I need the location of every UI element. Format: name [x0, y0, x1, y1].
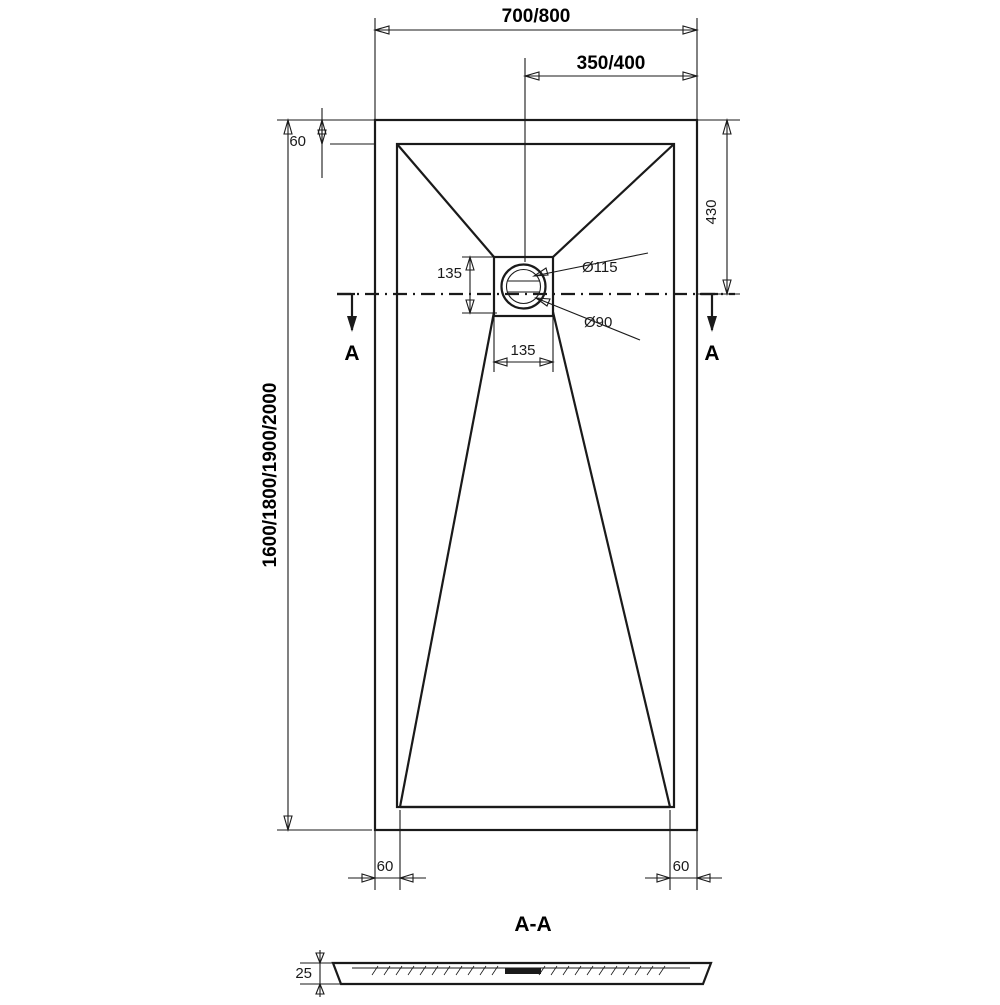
section-title-label: A-A [514, 913, 552, 936]
dimension-bottom-right-60 [645, 810, 722, 890]
section-profile [333, 963, 711, 984]
section-marker-right-label: A [704, 342, 720, 365]
dim-top-half-text: 350/400 [576, 53, 646, 74]
dimension-top-half [525, 58, 697, 262]
dim-left-overall-text: 1600/1800/1900/2000 [260, 382, 281, 568]
dimension-top-overall [375, 18, 697, 120]
dim-right-430-text: 430 [703, 199, 720, 225]
dimension-left-overall [260, 120, 372, 830]
dim-diameter-90-text: Ø90 [584, 314, 613, 331]
dim-bottom-left-text: 60 [376, 858, 394, 875]
tray-slope-lines [397, 144, 674, 807]
tray-inner-outline [397, 144, 674, 807]
dim-diameter-115-text: Ø115 [582, 259, 618, 276]
dimension-drain-horizontal-135 [494, 316, 553, 372]
dimension-bottom-left-60 [348, 810, 426, 890]
dimension-drain-vertical-135 [437, 257, 497, 313]
dim-section-thickness-text: 25 [295, 965, 312, 982]
dimension-right-430 [697, 120, 740, 294]
tray-outline [375, 120, 697, 830]
leader-diameter-90 [536, 298, 640, 340]
dim-drain-vertical-text: 135 [436, 265, 462, 282]
section-marker-left-label: A [344, 342, 360, 365]
drain-assembly [494, 257, 553, 316]
dim-top-overall-text: 700/800 [501, 6, 571, 27]
dim-left-offset-top-text: 60 [289, 133, 306, 150]
dim-drain-horizontal-text: 135 [510, 342, 536, 359]
dim-bottom-right-text: 60 [672, 858, 690, 875]
dimension-left-offset-top [277, 108, 375, 178]
